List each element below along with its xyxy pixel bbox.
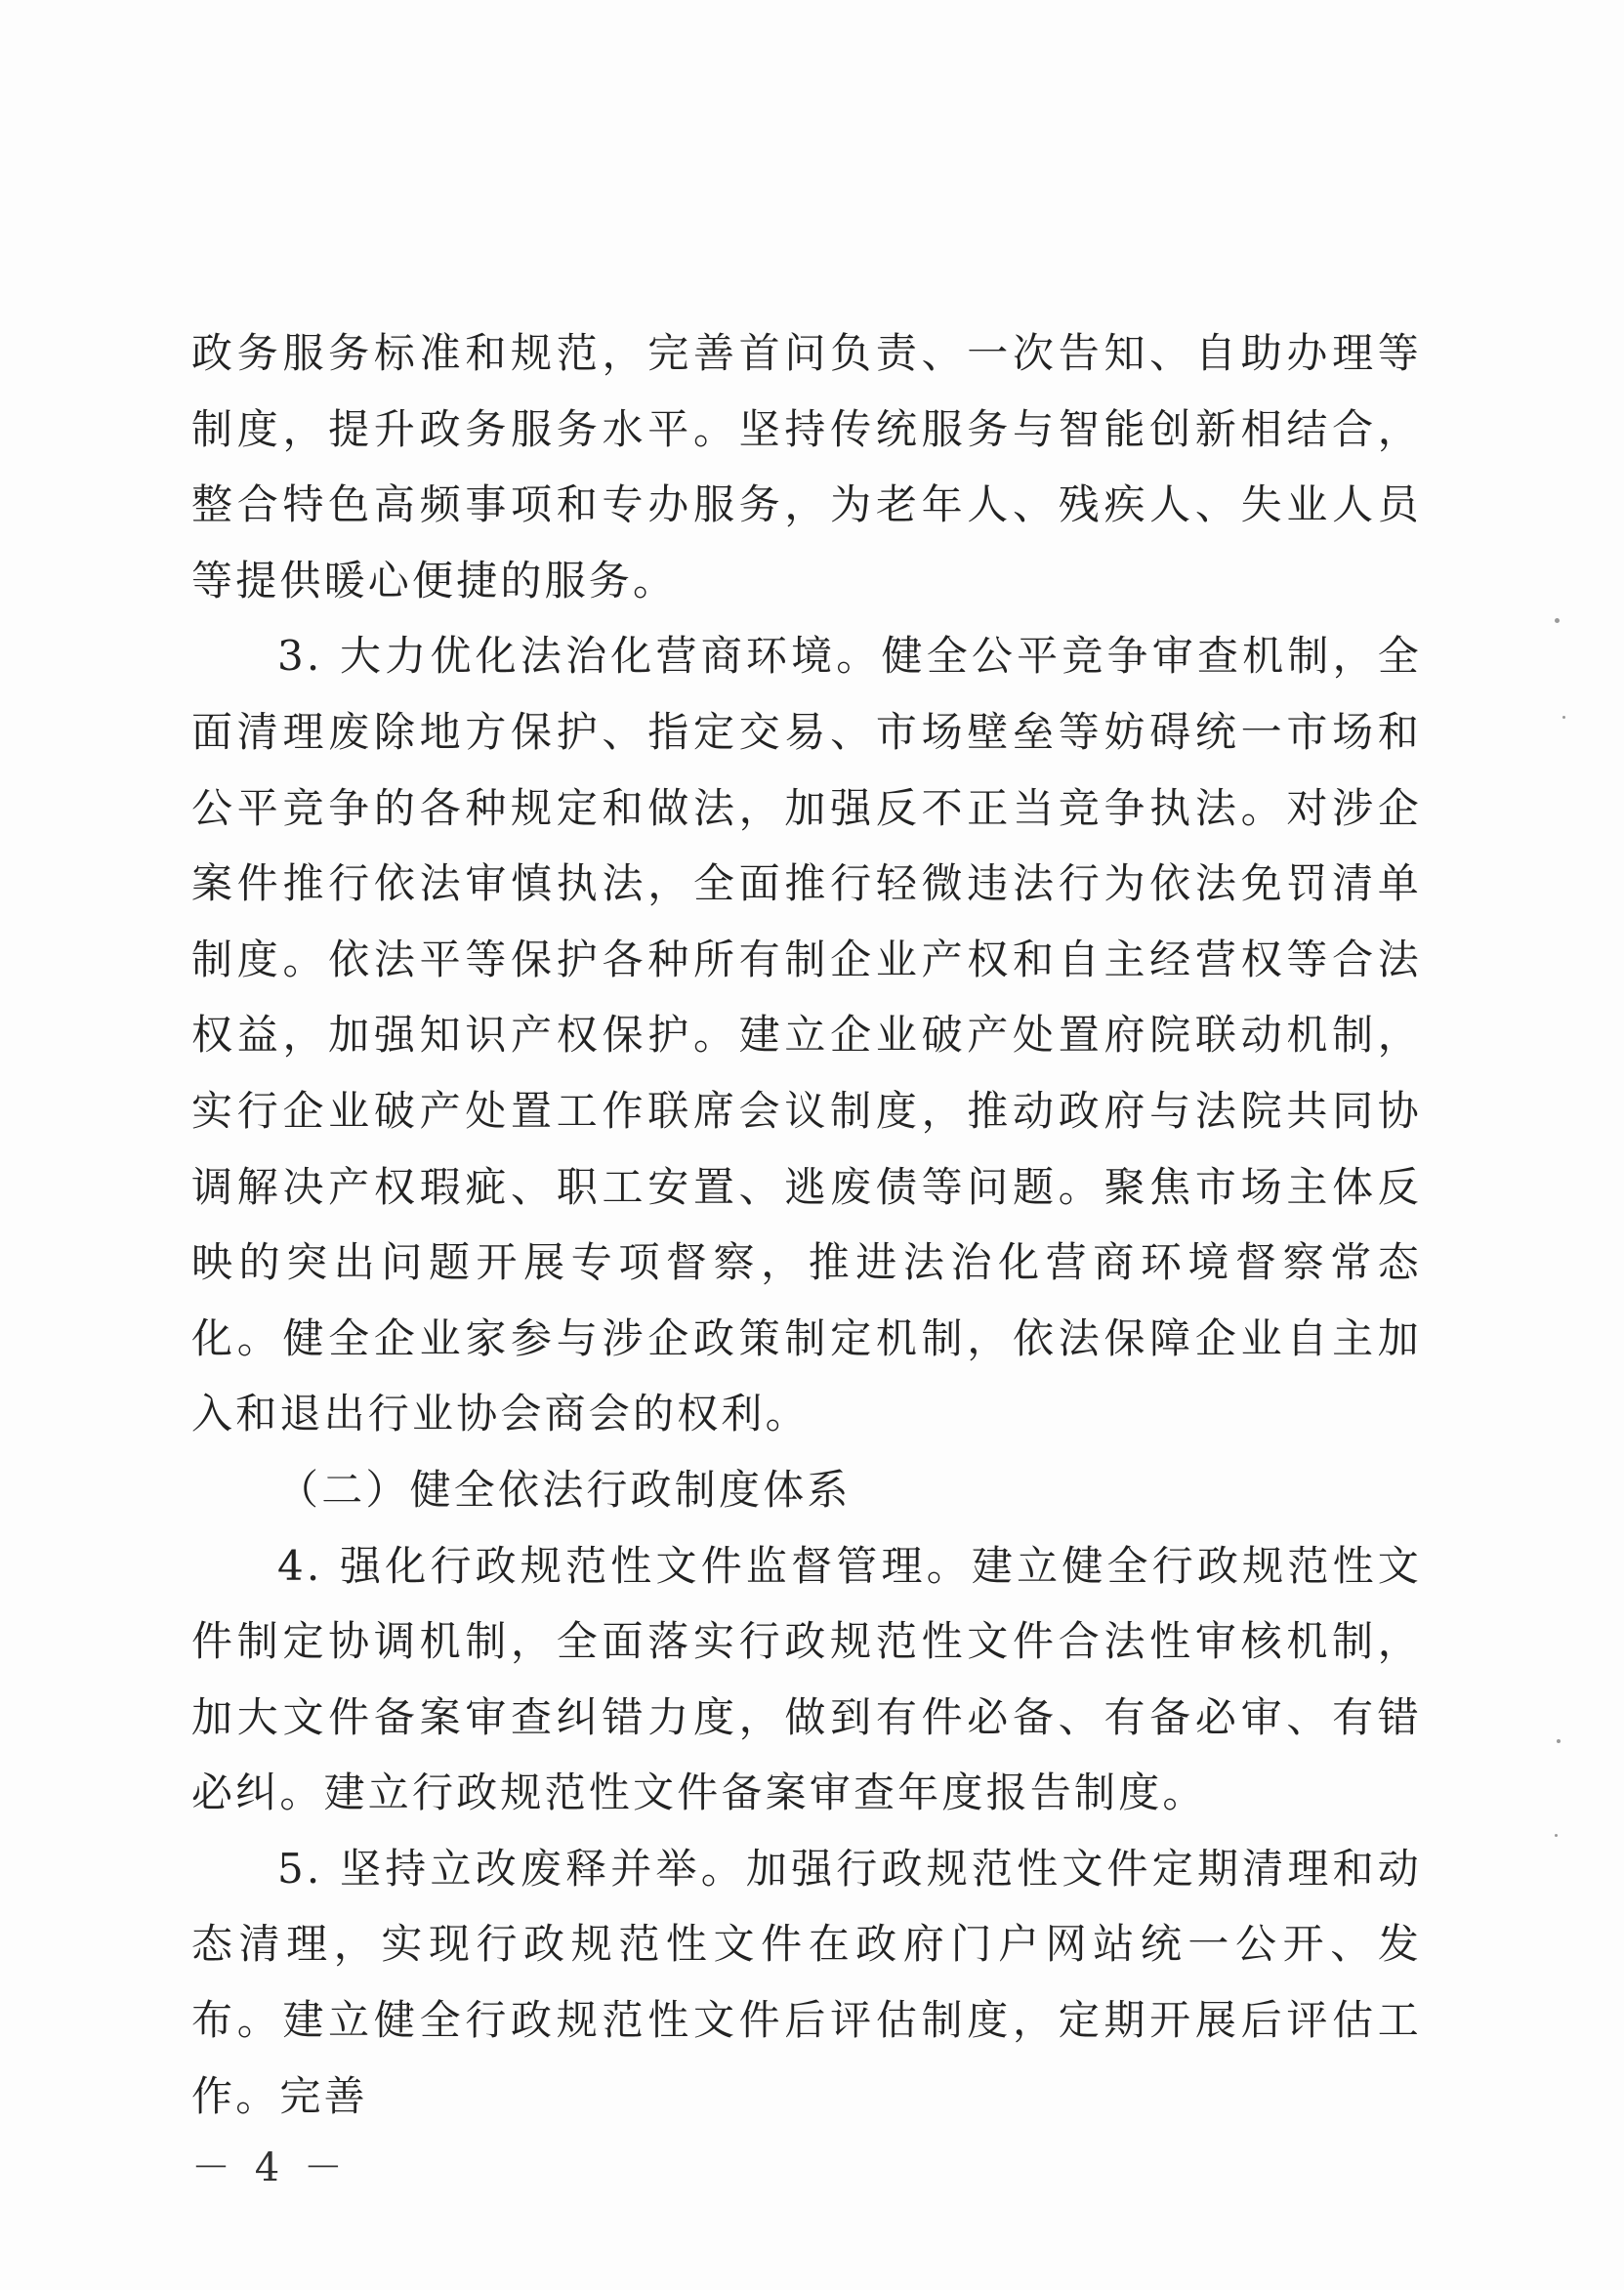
paragraph-service-standards: 政务服务标准和规范，完善首问负责、一次告知、自助办理等制度，提升政务服务水平。坚持传统服务与智能创新相结合，整合特色高频事项和专办服务，为老年人、残疾人、失业人员等提供暖心便捷的服务。 — [191, 329, 1422, 604]
scan-speck — [1557, 1739, 1561, 1743]
paragraph-item-3: 3. 大力优化法治化营商环境。健全公平竞争审查机制，全面清理废除地方保护、指定交易、市场壁垒等妨碍统一市场和公平竞争的各种规定和做法，加强反不正当竞争执法。对涉企案件推行依法审慎执法，全面推行轻微违法行为依法免罚清单制度。依法平等保护各种所有制企业产权和自主经营权等合法权益，加强知识产权保护。建立企业破产处置府院联动机制，实行企业破产处置工作联席会议制度，推动政府与法院共同协调解决产权瑕疵、职工安置、逃废债等问题。聚焦市场主体反映的突出问题开展专项督察，推进法治化营商环境督察常态化。健全企业家参与涉企政策制定机制，依法保障企业自主加入和退出行业协会商会的权利。 — [191, 632, 1422, 1438]
body-text — [191, 315, 1422, 2134]
scan-speck — [1562, 716, 1565, 719]
section-heading-2: （二）健全依法行政制度体系 — [277, 1465, 852, 1514]
scan-speck — [1555, 618, 1560, 623]
page-number: － 4 － — [191, 2145, 349, 2190]
paragraph-item-4: 4. 强化行政规范性文件监督管理。建立健全行政规范性文件制定协调机制，全面落实行政规范性文件合法性审核机制，加大文件备案审查纠错力度，做到有件必备、有备必审、有错必纠。建立行政规范性文件备案审查年度报告制度。 — [191, 1541, 1422, 1817]
paragraph-item-5: 5. 坚持立改废释并举。加强行政规范性文件定期清理和动态清理，实现行政规范性文件在政府门户网站统一公开、发布。建立健全行政规范性文件后评估制度，定期开展后评估工作。完善 — [191, 1844, 1422, 2120]
scan-speck — [1555, 1834, 1558, 1837]
